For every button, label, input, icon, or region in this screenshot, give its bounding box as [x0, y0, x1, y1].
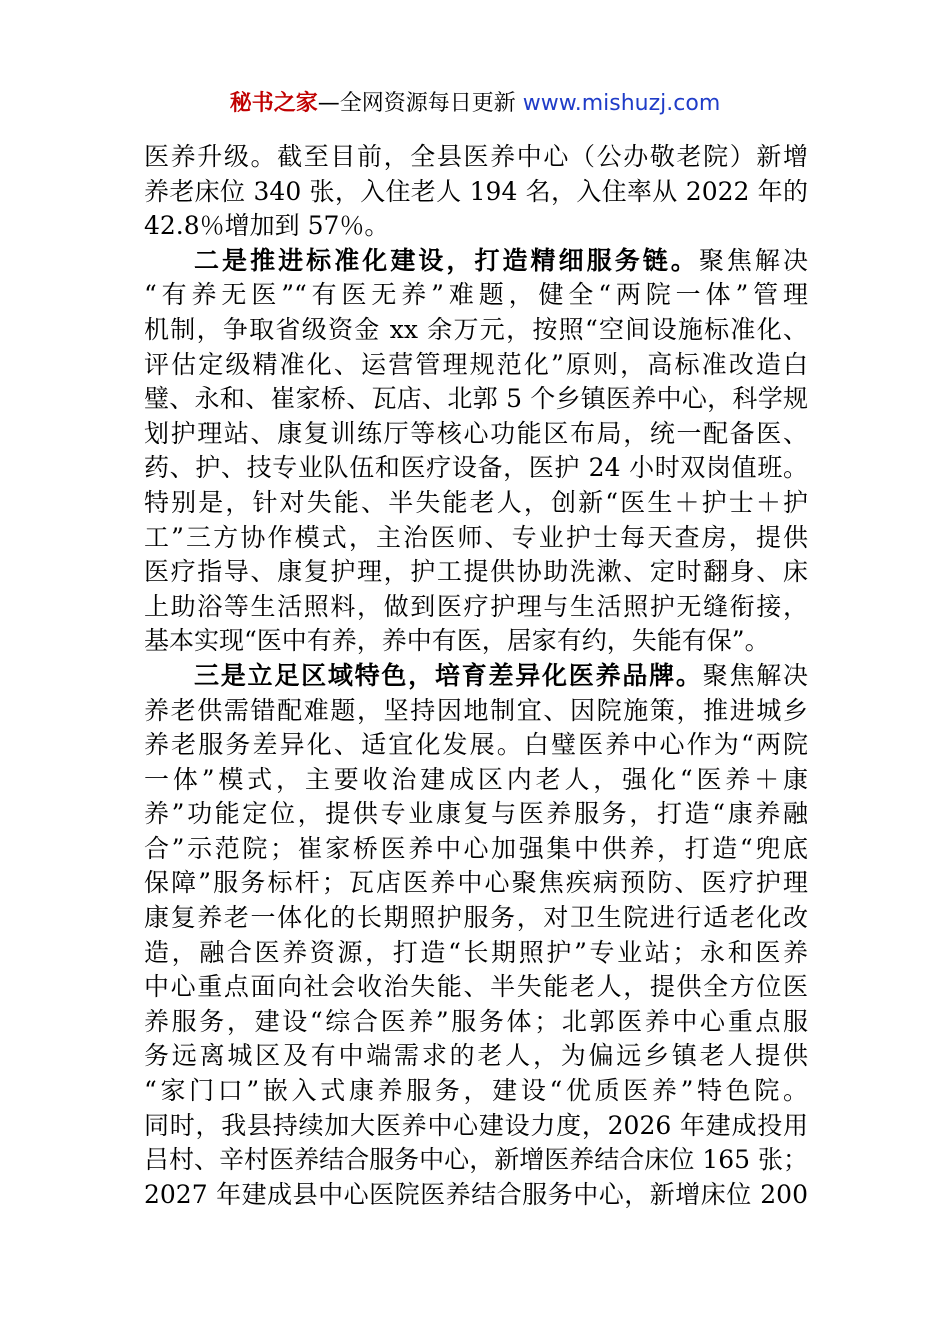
- text-line: 特别是，针对失能、半失能老人，创新“医生＋护士＋护: [144, 487, 808, 517]
- text-line: 2027 年建成县中心医院医养结合服务中心，新增床位 200: [144, 1179, 808, 1209]
- text-line: 保障”服务标杆；瓦店医养中心聚焦疾病预防、医疗护理: [144, 868, 808, 898]
- text-line: 医疗指导、康复护理，护工提供协助洗漱、定时翻身、床: [144, 557, 808, 587]
- text-line: 一体”模式，主要收治建成区内老人，强化“医养＋康: [144, 764, 808, 794]
- text-line: “家门口”嵌入式康养服务，建设“优质医养”特色院。: [144, 1076, 808, 1106]
- text-line: 基本实现“医中有养，养中有医，居家有约，失能有保”。: [144, 626, 770, 656]
- text-line: “有养无医”“有医无养”难题，健全“两院一体”管理: [144, 280, 808, 310]
- text-line: 吕村、辛村医养结合服务中心，新增医养结合床位 165 张；: [144, 1145, 808, 1175]
- text-line: 务远离城区及有中端需求的老人，为偏远乡镇老人提供: [144, 1041, 808, 1071]
- paragraph-2-lead: 二是推进标准化建设，打造精细服务链。: [194, 245, 699, 275]
- text-line: 中心重点面向社会收治失能、半失能老人，提供全方位医: [144, 972, 808, 1002]
- document-body: [144, 140, 808, 1212]
- paragraph-3-text: 聚焦解决: [702, 660, 808, 690]
- text-line: 42.8％增加到 57％。: [144, 211, 390, 241]
- text-line: 合”示范院；崔家桥医养中心加强集中供养，打造“兜底: [144, 833, 808, 863]
- text-line: 养服务，建设“综合医养”服务体；北郭医养中心重点服: [144, 1006, 808, 1036]
- site-brand: 秘书之家: [229, 91, 318, 116]
- text-line: 医养升级。截至目前，全县医养中心（公办敬老院）新增: [144, 142, 808, 171]
- paragraph-2-first-line: [144, 244, 808, 279]
- site-tagline: —全网资源每日更新: [317, 91, 523, 116]
- site-header: [0, 88, 950, 120]
- paragraph-2-text: 聚焦解决: [698, 245, 808, 275]
- text-line: 康复养老一体化的长期照护服务，对卫生院进行适老化改: [144, 903, 808, 933]
- text-line: 养”功能定位，提供专业康复与医养服务，打造“康养融: [144, 799, 808, 829]
- text-line: 药、护、技专业队伍和医疗设备，医护 24 小时双岗值班。: [144, 453, 808, 483]
- text-line: 璧、永和、崔家桥、瓦店、北郭 5 个乡镇医养中心，科学规: [144, 384, 808, 414]
- text-line: 机制，争取省级资金 xx 余万元，按照“空间设施标准化、: [144, 314, 808, 344]
- text-line: 工”三方协作模式，主治医师、专业护士每天查房，提供: [144, 522, 808, 552]
- paragraph-3-lead: 三是立足区域特色，培育差异化医养品牌。: [194, 660, 703, 690]
- text-line: 划护理站、康复训练厅等核心功能区布局，统一配备医、: [144, 418, 808, 448]
- text-line: 同时，我县持续加大医养中心建设力度，2026 年建成投用: [144, 1110, 808, 1140]
- site-url-link[interactable]: www.mishuzj.com: [522, 91, 721, 116]
- paragraph-3-first-line: [144, 659, 808, 694]
- text-line: 上助浴等生活照料，做到医疗护理与生活照护无缝衔接，: [144, 591, 808, 621]
- text-line: 评估定级精准化、运营管理规范化”原则，高标准改造白: [144, 349, 808, 379]
- text-line: 养老服务差异化、适宜化发展。白璧医养中心作为“两院: [144, 730, 808, 760]
- text-line: 养老床位 340 张，入住老人 194 名，入住率从 2022 年的: [144, 176, 808, 206]
- text-line: 养老供需错配难题，坚持因地制宜、因院施策，推进城乡: [144, 695, 808, 725]
- text-line: 造，融合医养资源，打造“长期照护”专业站；永和医养: [144, 937, 808, 967]
